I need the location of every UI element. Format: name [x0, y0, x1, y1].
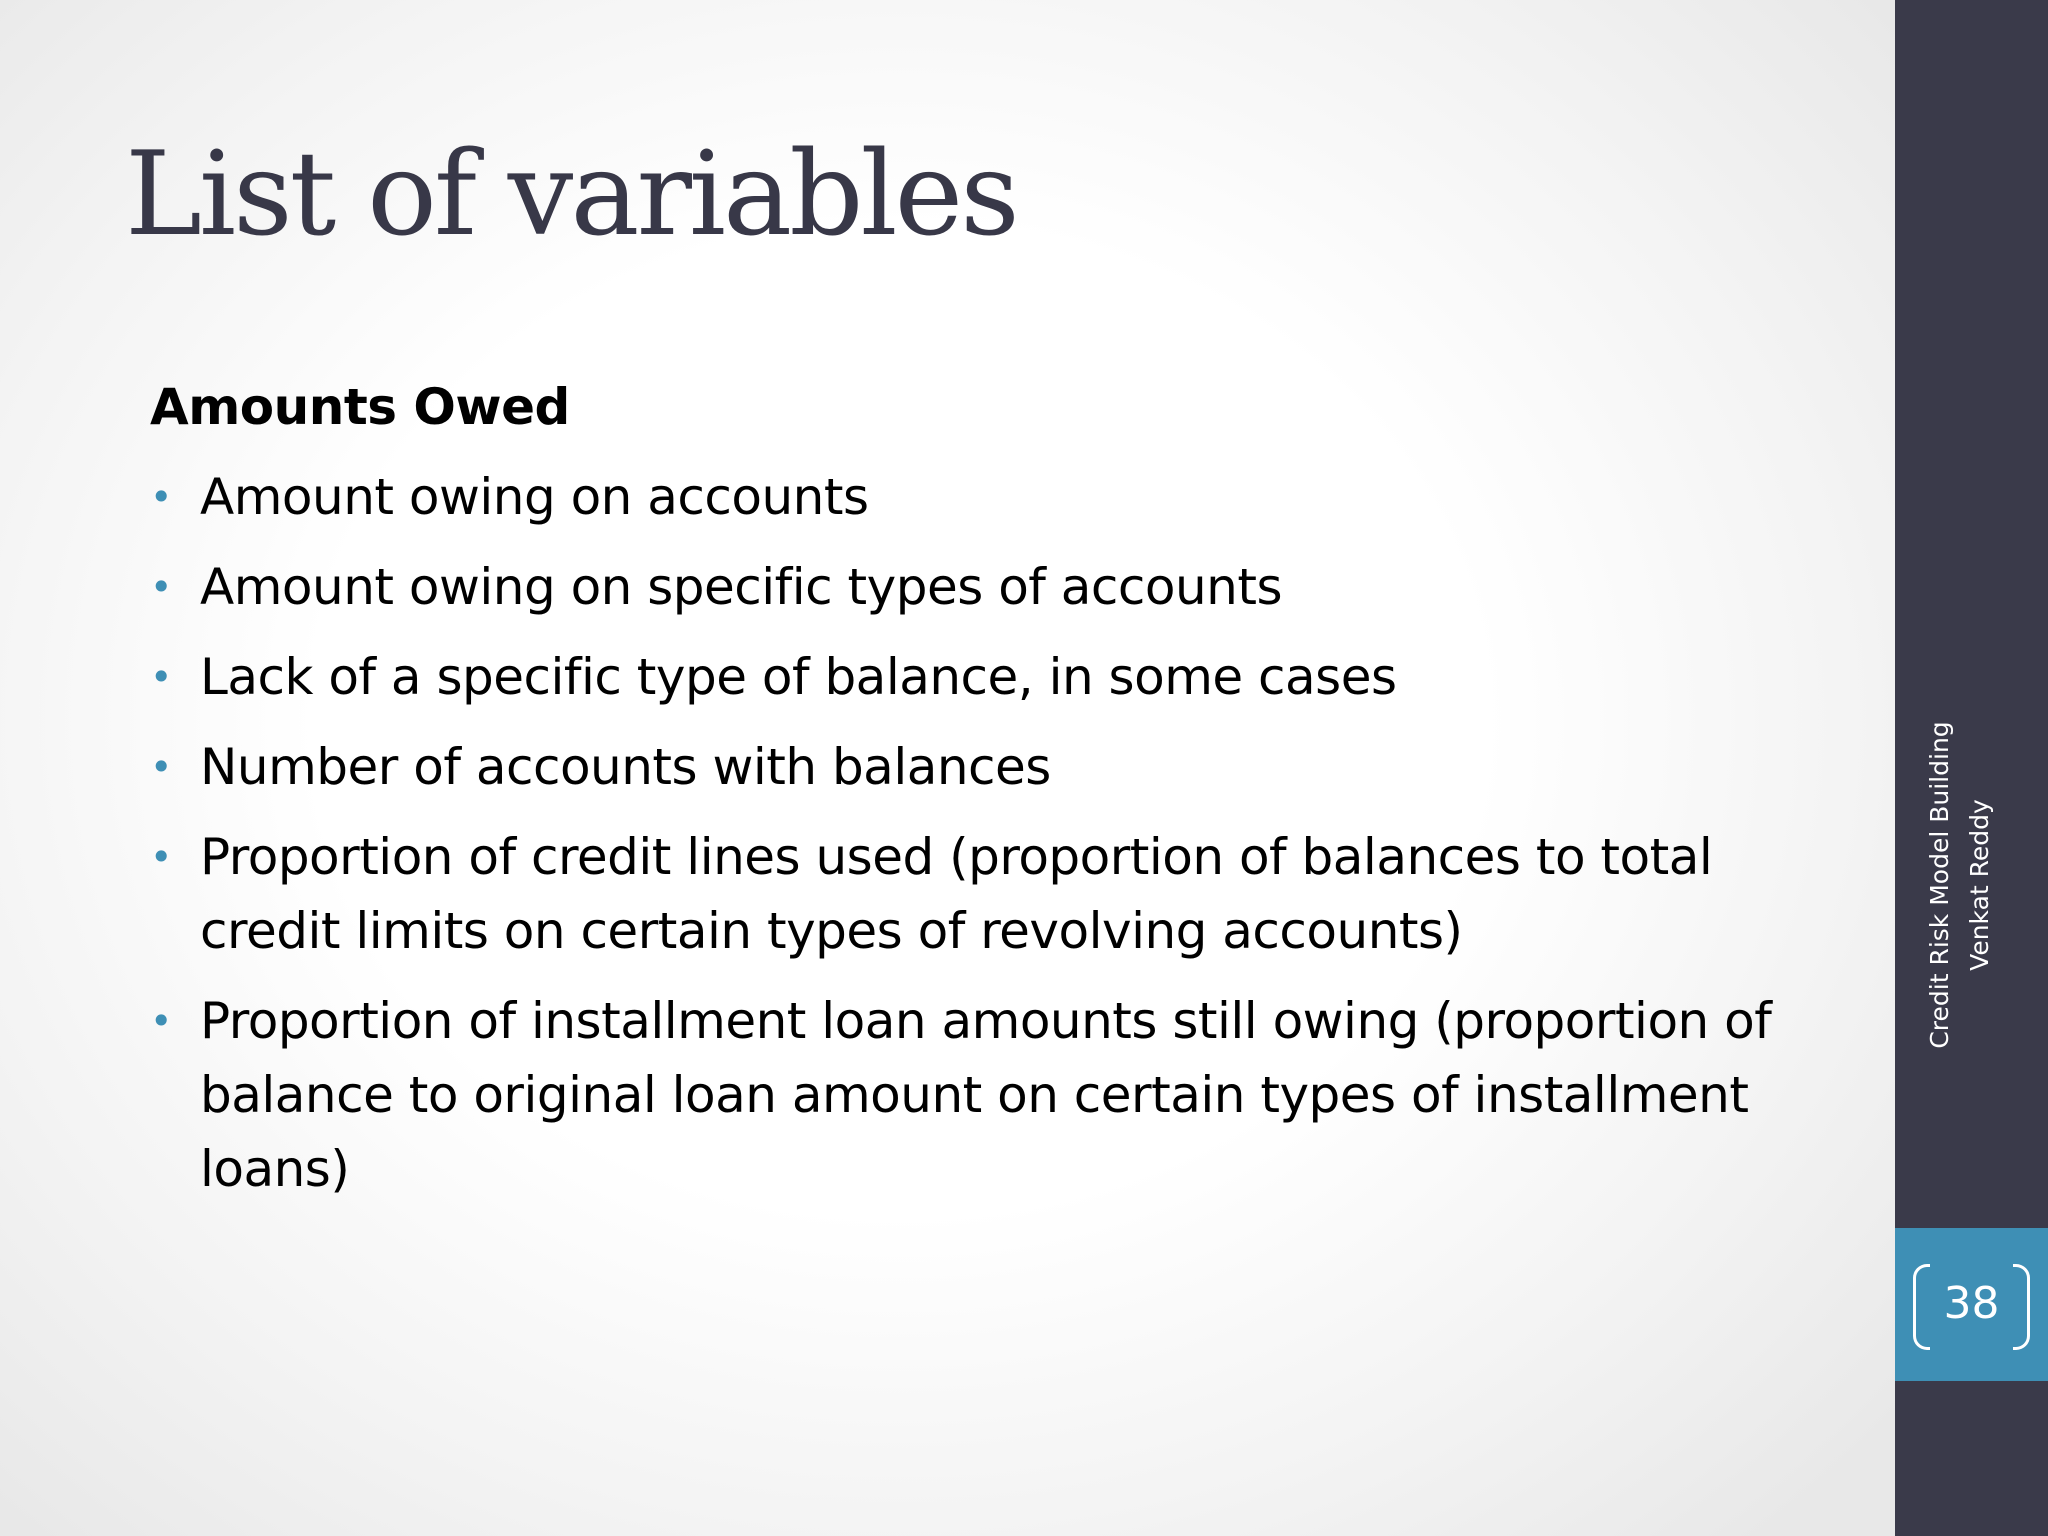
footer-line-course: Credit Risk Model Building: [1925, 721, 1954, 1049]
bullet-icon: •: [150, 999, 172, 1043]
bullet-item: [150, 640, 1800, 714]
slide-title: List of variables: [125, 127, 1017, 262]
bullet-icon: •: [150, 565, 172, 609]
bullet-icon: •: [150, 835, 172, 879]
footer-line-author: Venkat Reddy: [1965, 799, 1994, 971]
bullet-item: [150, 820, 1800, 968]
page-number-box: [1895, 1228, 2048, 1381]
bullet-icon: •: [150, 475, 172, 519]
slide-content: [150, 372, 1800, 1222]
bullet-text: Number of accounts with balances: [200, 738, 1051, 796]
bullet-item: [150, 460, 1800, 534]
bullet-text: Amount owing on accounts: [200, 468, 869, 526]
page-number: 38: [1943, 1278, 2000, 1329]
footer-text: [1920, 721, 2000, 1048]
bullet-icon: •: [150, 745, 172, 789]
bullet-list: [150, 460, 1800, 1206]
bullet-item: [150, 984, 1800, 1206]
bullet-text: Proportion of installment loan amounts still owing (proportion of balance to original loan amount on certain types of installment loans): [200, 992, 1772, 1198]
bullet-item: [150, 550, 1800, 624]
bullet-item: [150, 730, 1800, 804]
section-heading: Amounts Owed: [150, 378, 570, 436]
bullet-icon: •: [150, 655, 172, 699]
bullet-text: Amount owing on specific types of accounts: [200, 558, 1283, 616]
bullet-text: Proportion of credit lines used (proportion of balances to total credit limits on certain types of revolving accounts): [200, 828, 1713, 960]
bullet-text: Lack of a specific type of balance, in some cases: [200, 648, 1397, 706]
